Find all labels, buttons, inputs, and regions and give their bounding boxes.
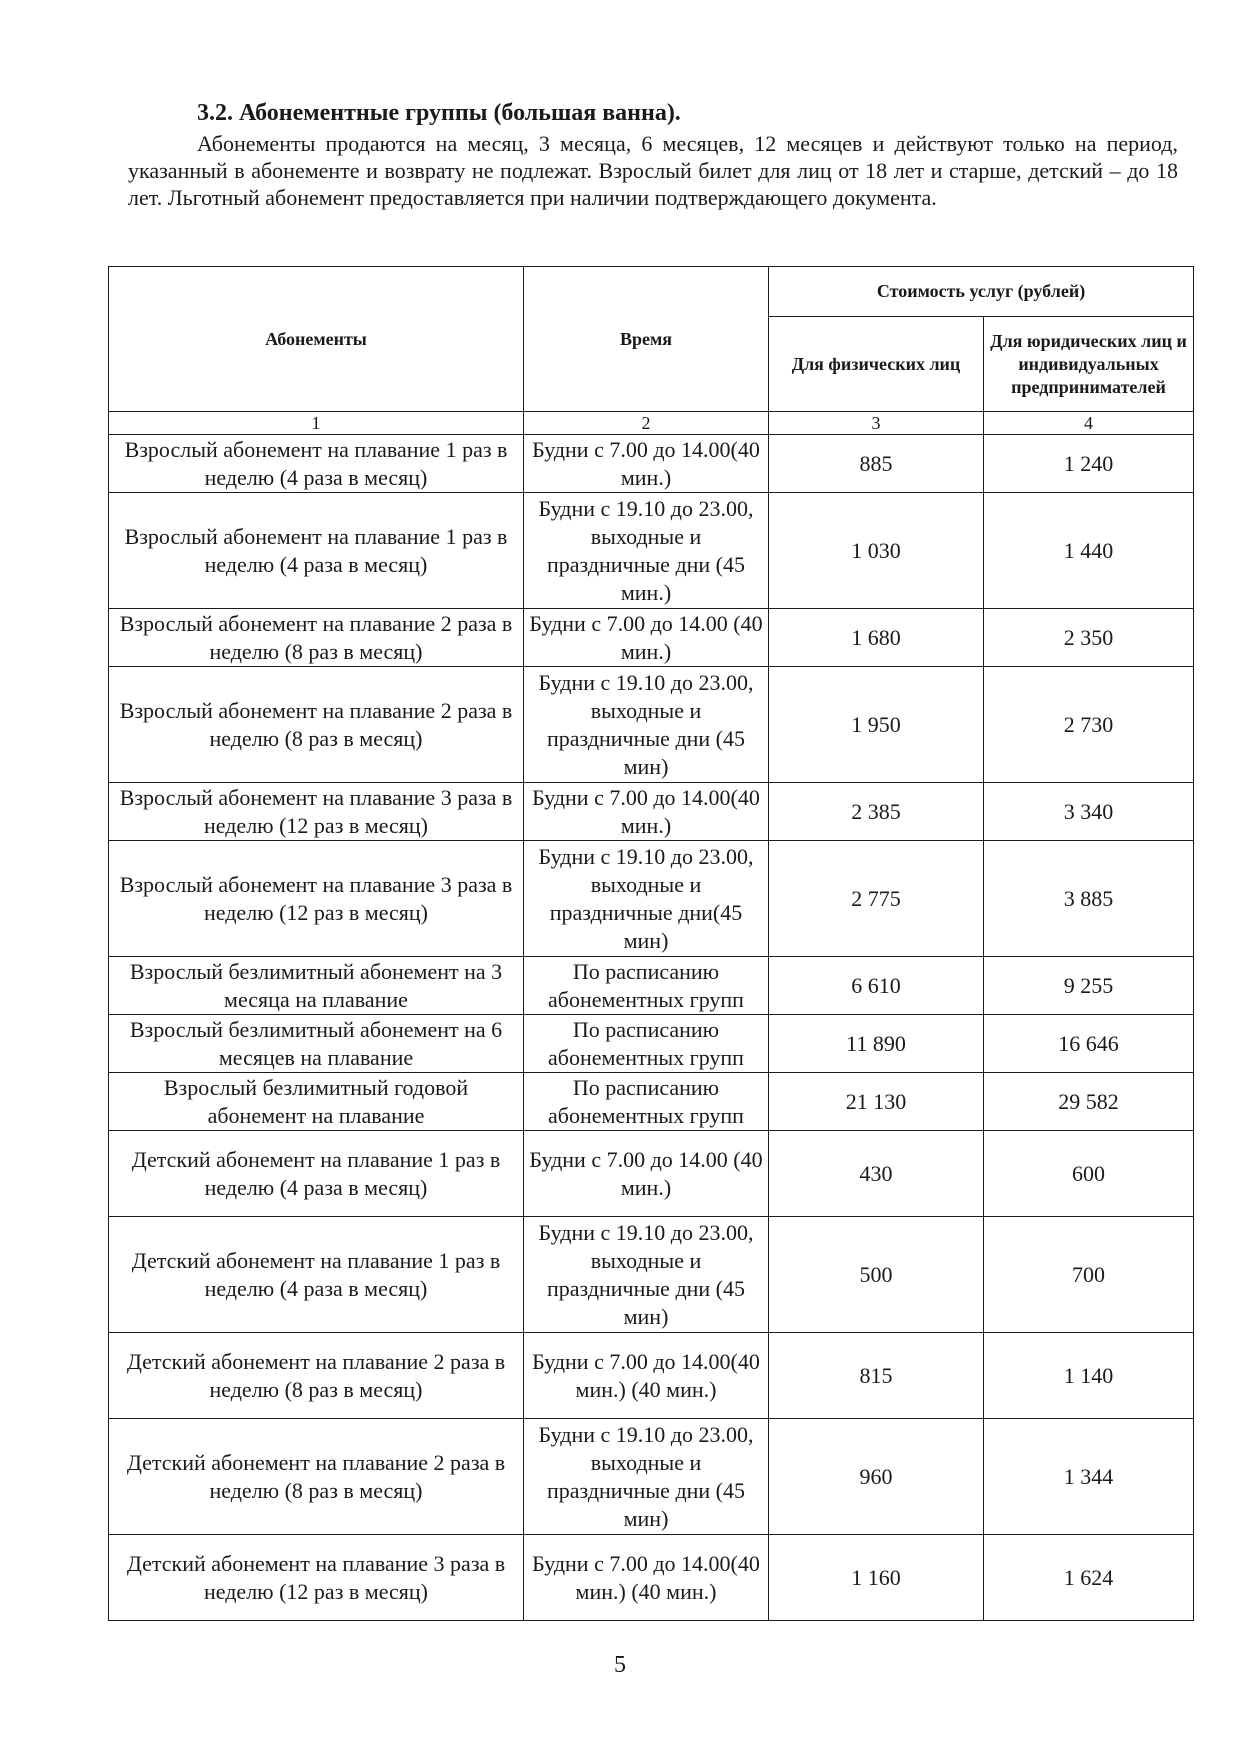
legal-price-cell: 1 140 — [984, 1333, 1194, 1419]
legal-price-cell: 2 350 — [984, 609, 1194, 667]
legal-price-cell: 3 340 — [984, 783, 1194, 841]
subscription-name-cell: Взрослый безлимитный абонемент на 3 месяца на плавание — [109, 957, 524, 1015]
legal-price-cell: 600 — [984, 1131, 1194, 1217]
subscription-name-cell: Детский абонемент на плавание 2 раза в неделю (8 раз в месяц) — [109, 1419, 524, 1535]
column-number: 4 — [984, 412, 1194, 435]
section-heading: 3.2. Абонементные группы (большая ванна). — [197, 100, 681, 126]
header-individuals: Для физических лиц — [769, 317, 984, 412]
time-cell: Будни с 19.10 до 23.00, выходные и праздничные дни (45 мин.) — [524, 493, 769, 609]
table-row — [109, 1217, 1194, 1333]
time-cell: Будни с 7.00 до 14.00(40 мин.) — [524, 435, 769, 493]
legal-price-cell: 1 440 — [984, 493, 1194, 609]
table-row — [109, 1419, 1194, 1535]
table-row — [109, 1535, 1194, 1621]
individual-price-cell: 815 — [769, 1333, 984, 1419]
individual-price-cell: 6 610 — [769, 957, 984, 1015]
legal-price-cell: 1 344 — [984, 1419, 1194, 1535]
subscription-name-cell: Детский абонемент на плавание 1 раз в неделю (4 раза в месяц) — [109, 1217, 524, 1333]
legal-price-cell: 2 730 — [984, 667, 1194, 783]
individual-price-cell: 11 890 — [769, 1015, 984, 1073]
time-cell: Будни с 7.00 до 14.00(40 мин.) (40 мин.) — [524, 1535, 769, 1621]
subscription-name-cell: Детский абонемент на плавание 3 раза в неделю (12 раз в месяц) — [109, 1535, 524, 1621]
column-number: 2 — [524, 412, 769, 435]
header-cost-group: Стоимость услуг (рублей) — [769, 267, 1194, 317]
individual-price-cell: 1 030 — [769, 493, 984, 609]
table-row — [109, 783, 1194, 841]
individual-price-cell: 430 — [769, 1131, 984, 1217]
individual-price-cell: 885 — [769, 435, 984, 493]
legal-price-cell: 16 646 — [984, 1015, 1194, 1073]
table-row — [109, 957, 1194, 1015]
page-number: 5 — [614, 1652, 626, 1678]
legal-price-cell: 1 240 — [984, 435, 1194, 493]
table-row — [109, 1015, 1194, 1073]
legal-price-cell: 700 — [984, 1217, 1194, 1333]
time-cell: Будни с 19.10 до 23.00, выходные и праздничные дни (45 мин) — [524, 1217, 769, 1333]
intro-paragraph: Абонементы продаются на месяц, 3 месяца, 6 месяцев, 12 месяцев и действуют только на период, указанный в абонементе и возврату не подлежат. Взрослый билет для лиц от 18 лет и старше, детский – до 18 лет. Льготный абонемент предоставляется при наличии подтверждающего документа. — [128, 131, 1178, 210]
price-table — [108, 266, 1194, 1621]
table-row — [109, 1333, 1194, 1419]
individual-price-cell: 1 950 — [769, 667, 984, 783]
subscription-name-cell: Детский абонемент на плавание 1 раз в неделю (4 раза в месяц) — [109, 1131, 524, 1217]
time-cell: По расписанию абонементных групп — [524, 1015, 769, 1073]
legal-price-cell: 9 255 — [984, 957, 1194, 1015]
individual-price-cell: 960 — [769, 1419, 984, 1535]
header-time: Время — [524, 267, 769, 412]
subscription-name-cell: Детский абонемент на плавание 2 раза в неделю (8 раз в месяц) — [109, 1333, 524, 1419]
subscription-name-cell: Взрослый безлимитный абонемент на 6 месяцев на плавание — [109, 1015, 524, 1073]
time-cell: Будни с 7.00 до 14.00 (40 мин.) — [524, 609, 769, 667]
individual-price-cell: 1 680 — [769, 609, 984, 667]
time-cell: Будни с 7.00 до 14.00(40 мин.) (40 мин.) — [524, 1333, 769, 1419]
time-cell: Будни с 7.00 до 14.00(40 мин.) — [524, 783, 769, 841]
table-row — [109, 435, 1194, 493]
individual-price-cell: 1 160 — [769, 1535, 984, 1621]
table-row — [109, 609, 1194, 667]
subscription-name-cell: Взрослый абонемент на плавание 3 раза в неделю (12 раз в месяц) — [109, 841, 524, 957]
subscription-name-cell: Взрослый абонемент на плавание 2 раза в неделю (8 раз в месяц) — [109, 609, 524, 667]
column-number: 3 — [769, 412, 984, 435]
time-cell: По расписанию абонементных групп — [524, 1073, 769, 1131]
subscription-name-cell: Взрослый абонемент на плавание 2 раза в неделю (8 раз в месяц) — [109, 667, 524, 783]
individual-price-cell: 21 130 — [769, 1073, 984, 1131]
legal-price-cell: 29 582 — [984, 1073, 1194, 1131]
subscription-name-cell: Взрослый безлимитный годовой абонемент на плавание — [109, 1073, 524, 1131]
table-row — [109, 1131, 1194, 1217]
subscription-name-cell: Взрослый абонемент на плавание 1 раз в неделю (4 раза в месяц) — [109, 435, 524, 493]
table-row — [109, 493, 1194, 609]
individual-price-cell: 2 775 — [769, 841, 984, 957]
time-cell: Будни с 19.10 до 23.00, выходные и праздничные дни (45 мин) — [524, 1419, 769, 1535]
individual-price-cell: 2 385 — [769, 783, 984, 841]
time-cell: Будни с 19.10 до 23.00, выходные и праздничные дни (45 мин) — [524, 667, 769, 783]
table-row — [109, 667, 1194, 783]
header-legal-entities: Для юридических лиц и индивидуальных предпринимателей — [984, 317, 1194, 412]
column-numbers-row — [109, 412, 1194, 435]
time-cell: Будни с 7.00 до 14.00 (40 мин.) — [524, 1131, 769, 1217]
time-cell: По расписанию абонементных групп — [524, 957, 769, 1015]
header-subscriptions: Абонементы — [109, 267, 524, 412]
legal-price-cell: 3 885 — [984, 841, 1194, 957]
legal-price-cell: 1 624 — [984, 1535, 1194, 1621]
table-row — [109, 841, 1194, 957]
column-number: 1 — [109, 412, 524, 435]
individual-price-cell: 500 — [769, 1217, 984, 1333]
header-row-1 — [109, 267, 1194, 317]
subscription-name-cell: Взрослый абонемент на плавание 1 раз в неделю (4 раза в месяц) — [109, 493, 524, 609]
table-row — [109, 1073, 1194, 1131]
subscription-name-cell: Взрослый абонемент на плавание 3 раза в неделю (12 раз в месяц) — [109, 783, 524, 841]
time-cell: Будни с 19.10 до 23.00, выходные и праздничные дни(45 мин) — [524, 841, 769, 957]
